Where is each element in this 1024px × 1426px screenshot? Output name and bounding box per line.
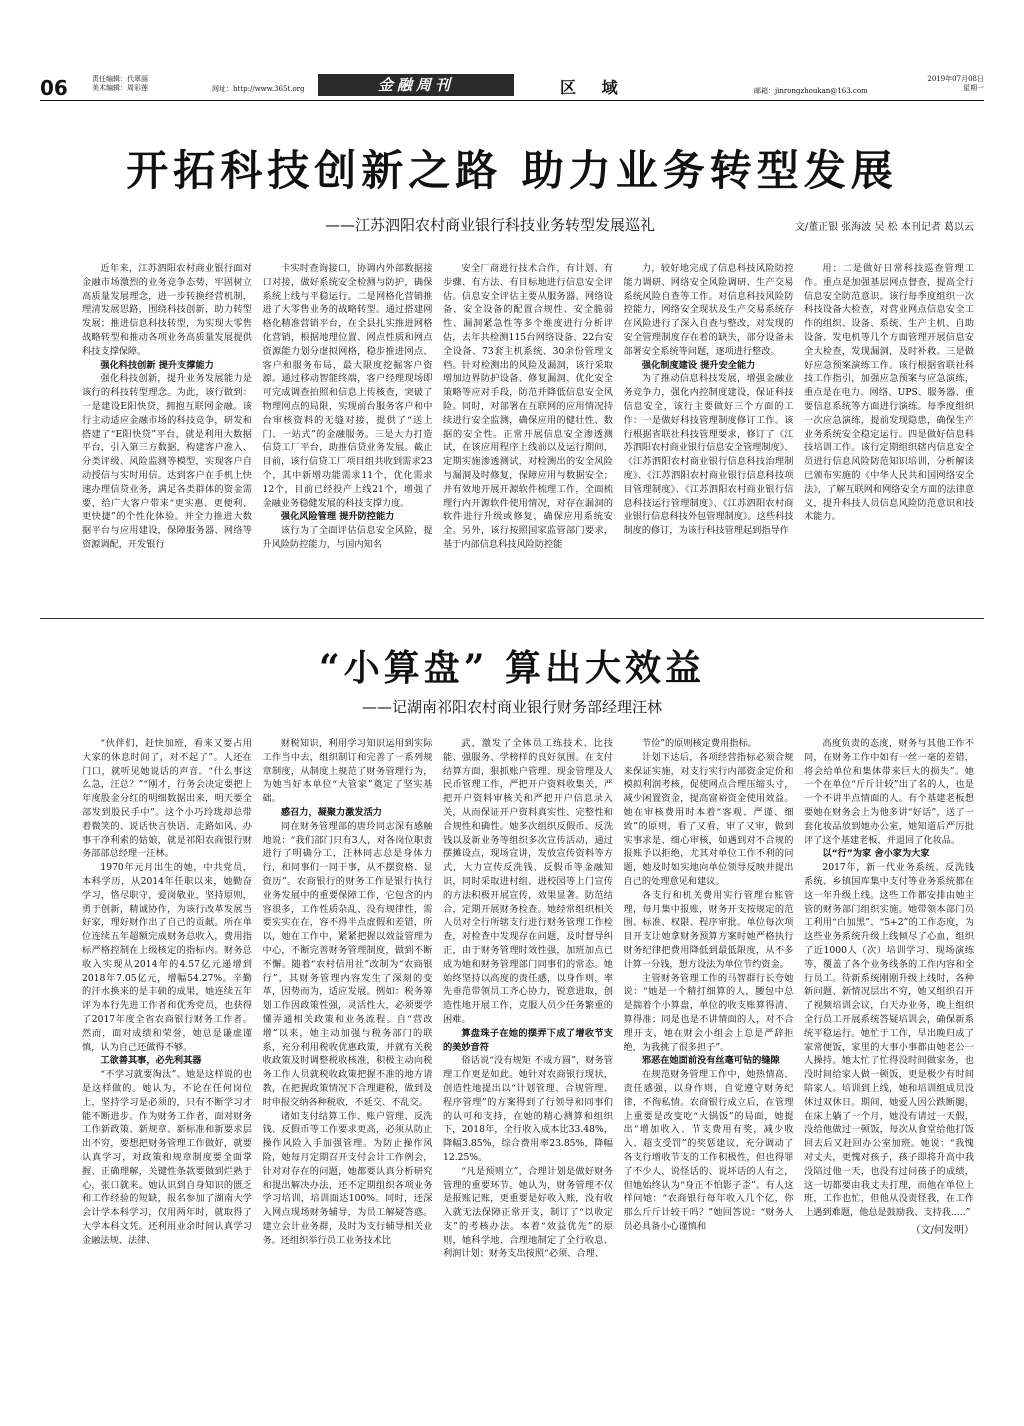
paragraph: 1970年元月出生的她，中共党员，本科学历，从2014年任职以来，她勤奋学习，恪尽职守，爱岗敬业，坚持原则，勇于创新，精诚协作，为该行改革发展当好家，理好财作出了自己的贡献。所在单位连续五年超额完成财务总收入，费用指标严格控制在上级核定的指标内。财务总收入实现从2014年的4.57亿元递增到2018年7.05亿元，增幅54.27%。辛勤的汗水换来的是丰硕的成果，她连续五年评为本行先进工作者和优秀党员，也获得了2017年度全省农商银行财务工作者。然而，面对成绩和荣誉，她总是谦虚谨慎，认为自己还做得不够。 (82, 862, 252, 1053)
page-number: 06 (40, 76, 68, 100)
paragraph: 在规范财务管理工作中，她热情高、责任感强，以身作则，自觉遵守财务纪律，不徇私情。农商银行成立后，在管理上重要是改变吃“大锅饭”的局面，她提出“增加收入、节支费用有奖，减少收入、超支受罚”的奖惩建议，充分调动了各支行增收节支的工作积极性，但也得罪了不少人，说怪话的、说坏话的人有之，但她始终认为“身正不怕影子歪”。有人这样问她：“农商银行每年收入几个亿，你那么斤斤计较干吗？”她回答说：“财务人员必具备小心谨慎和 (623, 1069, 794, 1232)
article1-column-1 (82, 262, 252, 607)
section-subheading: 感召力，凝聚力激发活力 (280, 806, 382, 818)
paragraph: 该行为了全面评估信息安全风险，提升风险防控能力，与国内知名 (262, 525, 433, 550)
article1-column-4 (624, 262, 794, 607)
paragraph: 计划下达后，各项经营指标必须合规来保证实施，对支行实行内部资金定价和模拟利润考核，促使网点合理压缩头寸，减少闲置资金，提高富裕资金使用效益。她在审核费用时本着“客观、严谨、细致”的原则，看了又看，审了又审，做到实事求是、细心审核，如遇到对不合规的报账予以拒绝，尤其对单位工作不利的问题，她及时如实地向单位领导反映并提出自己的处理意见和建议。 (623, 751, 794, 887)
date-text: 2019年07月08日 (927, 75, 984, 83)
website-line: 网址：http://www.365t.org (212, 85, 305, 93)
paragraph: 2017年，新一代业务系统、反洗钱系统、乡镇国库集中支付等业务系统都在这一年升级上线。这些工作都安排由她主管的财务部门组织实施。她带领本部门员工利用“白加黑”、“5+2”的工作态度，为这些业务系统升级上线倾尽了心血，组织了近1000人（次）培训学习、现场演练等，覆盖了各个业务线条的工作内容和全行员工。待新系统刚刚升级上线时，各种新问题、新情况层出不穷，她又组织召开了视频培训会议，白天办业务，晚上组织全行员工开展系统答疑培训会，确保新系统平稳运行。她忙于工作，早出晚归成了家常便饭，家里的大事小事都由她老公一人操持。她太忙了忙得没时间做家务，也没时间给家人做一顿饭，更是极少有时间陪家人。培训到上线，她和培训组成员没休过双休日。期间，她爱人因公跌断腿，在床上躺了一个月，她没有请过一天假，没给他做过一顿饭，每次从食堂给他打饭回去后又赶回办公室加班。她说：“我愧对丈夫，更愧对孩子，孩子即将升高中我没陪过他一天，也没有过问孩子的成绩，这一切都要由我丈夫打理，而他在单位上班，工作也忙，但他从没责怪我，在工作上遇到难题，他总是鼓励我、支持我.....” (804, 862, 974, 1219)
paragraph: “凡是预则立”，合理计划是做好财务管理的重要环节。她认为，财务管理不仅是报账记账，更重要是好收入账，没有收入就无法保障正常开支，制订了“以收定支”的考核办法。本着“效益优先”的原则，她科学地、合理地制定了全行收息、利润计划；财务支出按照“必须、合理、 (443, 1165, 613, 1260)
weekday-text: 星期一 (963, 84, 984, 92)
paragraph: “伙伴们，赶快加班，看来又要占用大家的休息时间了，对不起了”。人还在门口，就听见她说话的声音。“什么事这么急，汪总？”“刚才，行务会决定要把上年度股金分红的明细数据出来，明天要全部发到股民手中”。这个小巧玲珑却总带着微笑的、说话快言快语、走路如风、办事干净利索的姑娘，就是祁阳农商银行财务部部总经理一汪林。 (82, 738, 252, 860)
article1-column-2 (263, 262, 433, 607)
header-rule (40, 100, 984, 101)
section-subheading: 以“行”为家 舍小家为大家 (822, 848, 930, 860)
section-subheading: 强化风险管理 提升防控能力 (280, 511, 395, 523)
paragraph: 节俭”的原则核定费用指标。 (641, 738, 757, 749)
paragraph: “不学习就要淘汰”。她是这样说的也是这样做的。她认为，不论在任何岗位上，坚持学习是必须的，只有不断学习才能不断进步。作为财务工作者，面对财务工作新政策、新规章、新标准和新要求层出不穷，要想把财务管理工作做好，就要认真学习，对政策和规章制度要全面掌握、正确理解，关键性条款要做到烂熟于心，张口就来。她认识到自身知识的匮乏和工作经验的短缺，报名参加了湖南大学会计学本科学习，仅用两年时，就取得了大学本科文凭。还利用业余时间认真学习金融法规、法律、 (82, 1069, 252, 1246)
section-subheading: 算盘珠子在她的摆弄下成了增收节支的美妙音符 (443, 1027, 613, 1053)
paragraph: 财税知识，利用学习知识运用到实际工作当中去，组织制订和完善了一系列规章制度，从制度上规范了财务管理行为，为她当好本单位“大管家”奠定了坚实基础。 (262, 738, 433, 805)
article1-headline: 开拓科技创新之路 助力业务转型发展 (126, 146, 898, 195)
section-subheading: 邪恶在她面前没有丝毫可钻的缝隙 (641, 1055, 780, 1067)
paragraph: 俗话说“没有规矩 不成方圆”，财务管理工作更是如此。她针对农商银行现状，创造性地提出以“计划管理、合规管理、程序管理”的方案得到了行领导和同事们的认可和支持，在她的精心测算和组织下，2018年，全行收入成本比33.48%，降幅3.85%，综合费用率23.85%，降幅12.25%。 (443, 1055, 613, 1163)
article2-column-3 (443, 737, 613, 1407)
paragraph: 主管财务管理工作的马智群行长夸她说：“她是一个精打细算的人，腰包中总是揣着个小算盘，单位的收支账算得清、算得准；同是也是不讲情面的人，对不合理开支，她在财会小组会上总是严辞拒绝，为我挑了很多担子”。 (623, 972, 794, 1053)
paragraph: 诸如支付结算工作、账户管理、反洗钱、反假币等工作要求更高，必须从防止操作风险入手加强管理。为防止操作风险，她每月定期召开支付会计工作例会，针对对存在的问题，她都要认真分析研究和提出解决办法，还不定期组织各项业务学习培训，培训面达100%。同时，还深入网点现场财务辅导，为员工解疑答惑。建立会计业务群，及时为支行辅导相关业务。还组织举行员工业务技术比 (262, 1110, 433, 1246)
section-subheading: 强化科技创新 提升支撑能力 (100, 359, 214, 371)
brand-banner: 金融周刊 (318, 74, 514, 96)
paragraph: 各支行和机关费用实行管理台账管理，每月集中报账，财务开支按规定的范围、标准、权限、程序审批。单位每次项目开支让她拿财务预算方案时她严格执行财务纪律把费用降低到最低限度，从不多计算一分钱，想方设法为单位节约资金。 (623, 889, 794, 970)
article2-headline: “小算盘” 算出大效益 (319, 647, 705, 689)
editor-credits (92, 75, 148, 93)
paragraph: 用；二是做好日常科技巡查管理工作。重点是加强基层网点督查，提高全行信息安全防范意识。该行每季度组织一次科技设备大检查，对营业网点信息安全工作的组织、设备、系统、生产主机、自助设备、发电机等几个方面管理开展信息安全大检查，发现漏洞，及时补救。三是做好应急预案演练工作。该行根据省联社科技工作指引，加强应急预案与应急演练，重点是在电力、网络、UPS、服务器、重要信息系统等方面进行演练。每季度组织一次应急演练，提前发现隐患，确保生产业务系统安全稳定运行。四是做好信息科技培训工作。该行定期组织辖内信息安全员进行信息风险防范知识培训，分析解读已颁布实施的《中华人民共和国网络安全法》，了解互联网和网络安全方面的法律意义，提升科技人员信息风险防范意识和技术能力。 (804, 263, 974, 523)
section-subheading: 工欲善其事，必先利其器 (100, 1055, 202, 1067)
article1-subtitle: ——江苏泗阳农村商业银行科技业务转型发展巡礼 (324, 216, 655, 234)
article2-column-1 (82, 737, 252, 1407)
paragraph: 为了推动信息科技发展，增强金融业务竞争力，强化内控制度建设，保证科技信息安全，该行主要做好三个方面的工作：一是做好科技管理制度修订工作。该行根据省联社科技管理要求，修订了《江苏泗阳农村商业银行信息安全管理制度》、《江苏泗阳农村商业银行信息科技治理制度》、《江苏泗阳农村商业银行信息科技项目管理制度》、《江苏泗阳农村商业银行信息科技运行管理制度》、《江苏泗阳农村商业银行信息科技外包管理制度》。这些科技制度的修订，为该行科技管理起到指导作 (623, 373, 794, 537)
article2-body (82, 737, 974, 1407)
article-divider (40, 618, 984, 619)
article2-column-2 (263, 737, 433, 1407)
issue-date (927, 75, 984, 93)
article1-byline: 文/董正银 张海波 吴 松 本刊记者 葛以云 (794, 222, 974, 233)
article1-column-5 (804, 262, 974, 607)
section-name: 区 域 (560, 78, 628, 97)
article2-byline: （文/何发明） (910, 1224, 974, 1236)
paragraph: 安全厂商进行技术合作，有计划、有步骤、有方法、有目标地进行信息安全评估。信息安全评估主要从服务器、网络设备、安全设备的配置合规性、安全脆弱性、漏洞紧急性等多个维度进行分析评估，去年共检测115台网络设备、22台安全设备、73套主机系统、30余份管理文档。针对检测出的风险及漏洞，该行采取增加边界防护设备、修复漏洞、优化安全策略等应对手段，防范并降低信息安全风险。同时，对部署在互联网的应用情况持续进行安全监测，确保应用的健壮性、数据的安全性。正常开展信息安全渗透测试，在该应用程序上线前以及运行期间，定期实施渗透测试，对检测出的安全风险与漏洞及时修复，保障应用与数据安全；并有效地开展开源软件梳理工作，全面梳理行内开源软件使用情况，对存在漏洞的软件进行升级或修复，确保应用系统安全。另外，该行按照国家监管部门要求，基于内部信息科技风险防控能 (443, 263, 613, 550)
paragraph: 同在财务管理部的唐玲同志深有感触地说：“我们部门只有3人，对各岗位职责进行了明确分工，汪林同志总是身体力行，和同事们一同干事，从不摆资格、显资历”。农商银行的财务工作是银行执行业务发展中的重要保障工作，它包含的内容很多，工作性质杂乱、没有规律性，需要实实在在，容不得半点虚假和差错，所以，她在工作中，紧紧把握以效益管理为中心，不断完善财务管理制度，做到不断不懈。随着“农村信用社”改制为“农商银行”，其财务管理内容发生了深刻的变革，因势而为，适应发展。例如：税务筹划工作因政策性强，灵活性大，必须要学懂弄通相关政策和业务流程。自“营改增”以来，她主动加强与税务部门的联系，充分利用税收优惠政策，并就有关税收政策及时调整税收核准，积极主动向税务工作人员就税收政策把握不准的地方请教，在把握政策情况下合理避税，做到及时申报交纳各种税收，不延交、不乱交。 (262, 820, 433, 1108)
paragraph: 卡实时查询接口，协调内外部数据接口对接，做好系统安全检测与防护，确保系统上线与平稳运行。二是网格化营销推进了大零售业务的战略转型。通过搭建网格化精准营销平台，在全县扎实推进网格化营销，根据地理位置、网点性质和网点资源能力划分虚拟网格，稳步推进网点、客户和服务布局，最大限度挖掘客户资源。通过移动智能终端，客户经理现场即可完成调查拍照和信息上传核查，突破了物理网点的局限，实现前台服务客户和中台审核资料的无缝对接，提供了“送上门、一站式”的金融服务。三是大力打造信贷工厂平台，助推信贷业务发展。截止目前，该行信贷工厂项目组共收到需求23个，其中新增功能需求11个，优化需求12个，目前已经投产上线21个，增强了金融业务稳健发展的科技支撑力度。 (262, 263, 433, 509)
article1-body (82, 262, 974, 607)
article1-column-3 (443, 262, 613, 607)
designer-line: 美术编辑：周彩莲 (92, 84, 148, 92)
paragraph: 武，激发了全体员工练技术、比技能、强服务、学榜样的良好氛围。在支付结算方面，狠抓账户管理、现金管理及人民币管理工作，严把开户资料收集关，严把开户资料审核关和严把开户信息录入关，从而保证开户资料真实性、完整性和合规性和确性。她多次组织反假币、反洗钱以及新业务等组织多次宣传活动，通过摆摊设点，现场宣讲，发放宣传资料等方式，大力宣传反洗钱、反假币等金融知识，同时采取进村组、进校园等上门宣传的方法积极开展宣传，效果显著。防范结合，定期开展财务检查。她经常组织相关人员对全行所辖支行进行财务管理工作检查，对检查中发现存在问题，及时督导纠正，由于财务管理时效性强，加班加点已成为她和财务管理部门同事们的常态。她始终坚持以高度的责任感，以身作则，率先垂范带领员工齐心协力，锐意进取，创造性地开展工作，克服人员少任务繁重的困难。 (443, 738, 613, 1025)
editor-line: 责任编辑：代翠丽 (92, 75, 148, 83)
email-line: 邮箱：jinrongzhoukan@163.com (754, 87, 868, 95)
paragraph: 近年来，江苏泗阳农村商业银行面对金融市场激烈的业务竞争态势，牢固树立高质量发展理念，进一步转换经营机制，理清发展思路，围绕科技创新，助力转型发展；推进信息科技转型，为实现大零售战略转型和推动各项业务高质量发展提供科技支撑保障。 (82, 263, 252, 357)
article2-column-5 (804, 737, 974, 1407)
article2-subtitle: ——记湖南祁阳农村商业银行财务部经理汪林 (361, 698, 662, 716)
paragraph: 力，较好地完成了信息科技风险防控能力调研、网络安全风险调研、生产交易系统风险自查等工作。对信息科技风险防控能力，网络安全现状及生产交易系统存在风险进行了深入自查与整改，对发现的安全管理制度存在着的缺失，部分设备未部署安全系统等问题，逐项进行整改。 (623, 263, 794, 357)
paragraph: 高度负责的态度，财务与其他工作不同，在财务工作中如有一丝一毫的差错，将会给单位和集体带来巨大的损失”。她一个在单位“斤斤计较”出了名的人，也是一个不讲半点情面的人。有个基建老板想要她在财务会上为他多讲“好话”，送了一套化妆品放到她办公室，她知道后严厉批评了这个基建老板，并退回了化妆品。 (804, 738, 974, 846)
article2-column-4 (624, 737, 794, 1407)
paragraph: 强化科技创新，提升业务发展能力是该行的科技转型理念。为此，该行做到：一是建设E阳快贷，拥抱互联网金融。该行主动适应金融市场的科技竞争，研发和搭建了“E阳快贷”平台，就是利用大数据平台，引入第三方数据，构建客户准入、分类评级、风险监测等模型，实现客户自动授信与实时用信。达到客户在手机上快速办理信贷业务，满足各类群体的资金需要，给广大客户带来“更实惠、更便利、更快捷”的个性化体验。并全力推进大数据平台与应用建设，保障服务器、网络等资源调配，开发银行 (82, 373, 252, 550)
section-subheading: 强化制度建设 提升安全能力 (641, 359, 756, 371)
